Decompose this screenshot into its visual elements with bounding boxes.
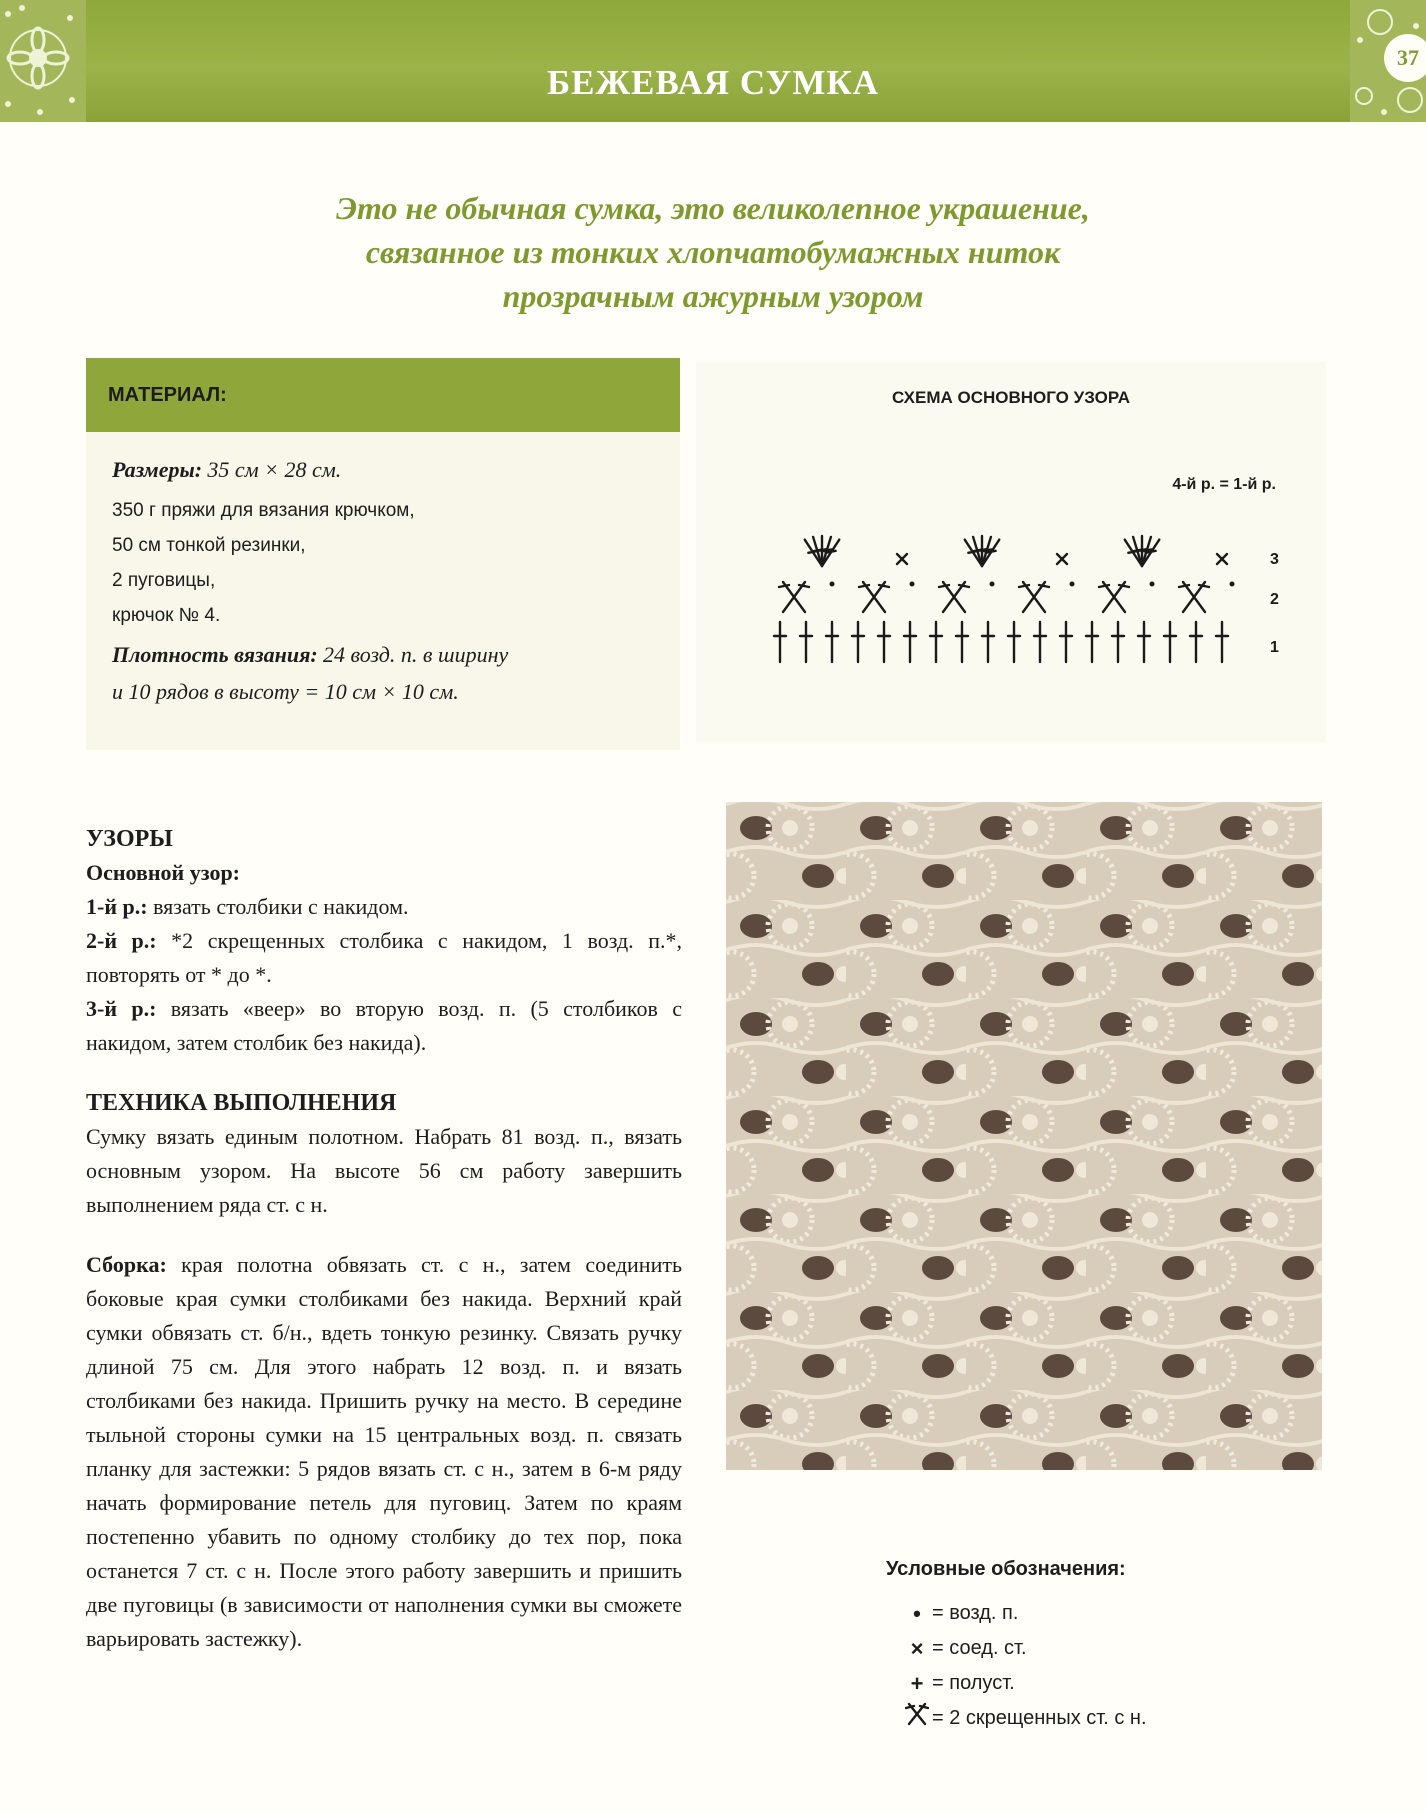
legend-text: = соед. ст. bbox=[932, 1637, 1027, 1659]
row-label: 1-й р.: bbox=[86, 894, 148, 919]
legend-text: = возд. п. bbox=[932, 1602, 1019, 1624]
assembly-paragraph bbox=[86, 1248, 682, 1656]
chain-stitch-mark bbox=[1150, 582, 1155, 587]
legend-item bbox=[902, 1596, 1147, 1631]
slip-stitch-icon: × bbox=[910, 1636, 924, 1661]
page-title: БЕЖЕВАЯ СУМКА bbox=[546, 63, 880, 102]
row-number-3: 3 bbox=[1270, 551, 1279, 568]
crossed-dc-icon bbox=[902, 1700, 932, 1738]
intro-tagline bbox=[150, 186, 1276, 318]
pattern-row-3 bbox=[86, 992, 682, 1060]
legend-text: = 2 скрещенных ст. с н. bbox=[932, 1707, 1147, 1729]
row-text: *2 скрещенных столбика с накидом, 1 возд. п.*, повторять от * до *. bbox=[86, 928, 682, 987]
material-body bbox=[112, 452, 672, 709]
material-item: 50 см тонкой резинки, bbox=[112, 535, 306, 556]
assembly-label: Сборка: bbox=[86, 1252, 167, 1277]
main-pattern-heading: Основной узор: bbox=[86, 860, 241, 885]
knit-pattern-photo bbox=[726, 802, 1322, 1470]
half-stitch-icon: + bbox=[910, 1671, 924, 1696]
material-heading: МАТЕРИАЛ: bbox=[86, 358, 680, 432]
chain-stitch-icon: • bbox=[913, 1601, 921, 1626]
material-item: 350 г пряжи для вязания крючком, bbox=[112, 500, 415, 521]
row-number-1: 1 bbox=[1270, 639, 1279, 656]
chain-stitch-mark bbox=[910, 582, 915, 587]
legend-title: Условные обозначения: bbox=[886, 1558, 1126, 1580]
intro-line: прозрачным ажурным узором bbox=[502, 278, 924, 314]
legend-item bbox=[902, 1701, 1147, 1736]
page-number: 37 bbox=[1384, 34, 1426, 82]
patterns-heading: УЗОРЫ bbox=[86, 826, 173, 852]
row-text: вязать столбики с накидом. bbox=[153, 894, 409, 919]
intro-line: связанное из тонких хлопчатобумажных ниток bbox=[365, 234, 1061, 270]
technique-heading: ТЕХНИКА ВЫПОЛНЕНИЯ bbox=[86, 1090, 397, 1116]
intro-line: Это не обычная сумка, это великолепное украшение, bbox=[336, 190, 1090, 226]
instructions-column bbox=[86, 822, 682, 1656]
legend bbox=[902, 1596, 1147, 1736]
pattern-row-1 bbox=[86, 890, 682, 924]
chain-stitch-mark bbox=[990, 582, 995, 587]
density-value-2: и 10 рядов в высоту = 10 см × 10 см. bbox=[112, 679, 459, 704]
scheme-title: СХЕМА ОСНОВНОГО УЗОРА bbox=[892, 388, 1130, 407]
row-repeat-note: 4-й р. = 1-й р. bbox=[1172, 476, 1276, 493]
row-label: 3-й р.: bbox=[86, 996, 157, 1021]
row-label: 2-й р.: bbox=[86, 928, 157, 953]
size-value: 35 см × 28 см. bbox=[207, 457, 342, 482]
legend-item bbox=[902, 1631, 1147, 1666]
technique-text: Сумку вязать единым полотном. Набрать 81 возд. п., вязать основным узором. На высоте 56 см работу завершить выполнением ряда ст. с н. bbox=[86, 1124, 682, 1217]
density-value: 24 возд. п. в ширину bbox=[323, 642, 509, 667]
assembly-text: края полотна обвязать ст. с н., затем соединить боковые края сумки столбиками без накида. Верхний край сумки обвязать ст. б/н., вдеть тонкую резинку. Связать ручку длиной 75 см. Для этого набрать 12 возд. п. и вязать столбиками без накида. Пришить ручку на место. В середине тыльной стороны сумки на 15 центральных возд. п. связать планку для застежки: 5 рядов вязать ст. с н., затем в 6-м ряду начать формирование петель для пуговиц. Затем по краям постепенно убавить по одному столбику до тех пор, пока останется 7 ст. с н. После этого работу завершить и пришить две пуговицы (в зависимости от наполнения сумки вы сможете варьировать застежку). bbox=[86, 1252, 682, 1651]
row-number-2: 2 bbox=[1270, 591, 1279, 608]
legend-text: = полуст. bbox=[932, 1672, 1015, 1694]
crochet-scheme-diagram bbox=[760, 520, 1300, 670]
pattern-row-2 bbox=[86, 924, 682, 992]
density-label: Плотность вязания: bbox=[112, 642, 318, 667]
chain-stitch-mark bbox=[1230, 582, 1235, 587]
row-text: вязать «веер» во вторую возд. п. (5 столбиков с накидом, затем столбик без накида). bbox=[86, 996, 682, 1055]
size-label: Размеры: bbox=[112, 457, 203, 482]
material-item: крючок № 4. bbox=[112, 605, 221, 626]
chain-stitch-mark bbox=[830, 582, 835, 587]
legend-item bbox=[902, 1666, 1147, 1701]
chain-stitch-mark bbox=[1070, 582, 1075, 587]
material-item: 2 пуговицы, bbox=[112, 570, 216, 591]
